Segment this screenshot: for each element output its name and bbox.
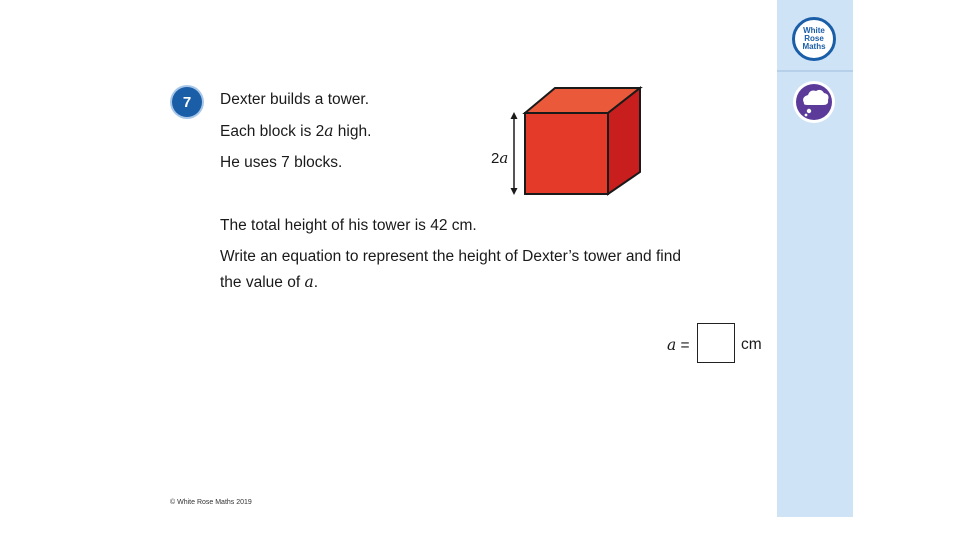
logo-line-1: White	[803, 26, 825, 35]
thinking-cloud-icon	[792, 80, 836, 124]
answer-label	[667, 336, 690, 355]
answer-variable: a	[667, 336, 677, 354]
logo-line-2: Rose	[804, 34, 824, 43]
sidebar-divider	[777, 70, 853, 72]
line-2-end: high.	[333, 123, 372, 140]
question-line-2	[220, 122, 371, 141]
height-label: 2a	[491, 149, 509, 167]
instruction-line-2	[220, 273, 318, 292]
variable-a-2: a	[304, 273, 314, 291]
copyright-text: © White Rose Maths 2019	[170, 499, 252, 506]
answer-unit: cm	[741, 336, 762, 353]
total-height-text: The total height of his tower is 42 cm.	[220, 217, 477, 234]
instruction-end: .	[313, 274, 319, 291]
logo-line-3: Maths	[802, 42, 826, 51]
block-diagram	[485, 80, 655, 200]
instruction-line-2-text: the value of	[220, 274, 305, 291]
answer-box[interactable]	[697, 323, 735, 363]
question-line-3: He uses 7 blocks.	[220, 154, 343, 171]
cube-front-face	[525, 113, 608, 194]
answer-equals: =	[676, 337, 690, 354]
instruction-line-1: Write an equation to represent the height of Dexter’s tower and find	[220, 248, 681, 265]
line-2-start: Each block is 2	[220, 123, 325, 140]
white-rose-maths-logo	[792, 17, 836, 61]
arrow-head-top	[511, 112, 518, 119]
variable-a: a	[324, 122, 334, 140]
arrow-head-bottom	[511, 188, 518, 195]
question-number-badge	[172, 87, 202, 117]
sidebar	[777, 0, 853, 517]
question-number: 7	[182, 93, 192, 111]
question-line-1: Dexter builds a tower.	[220, 91, 370, 108]
